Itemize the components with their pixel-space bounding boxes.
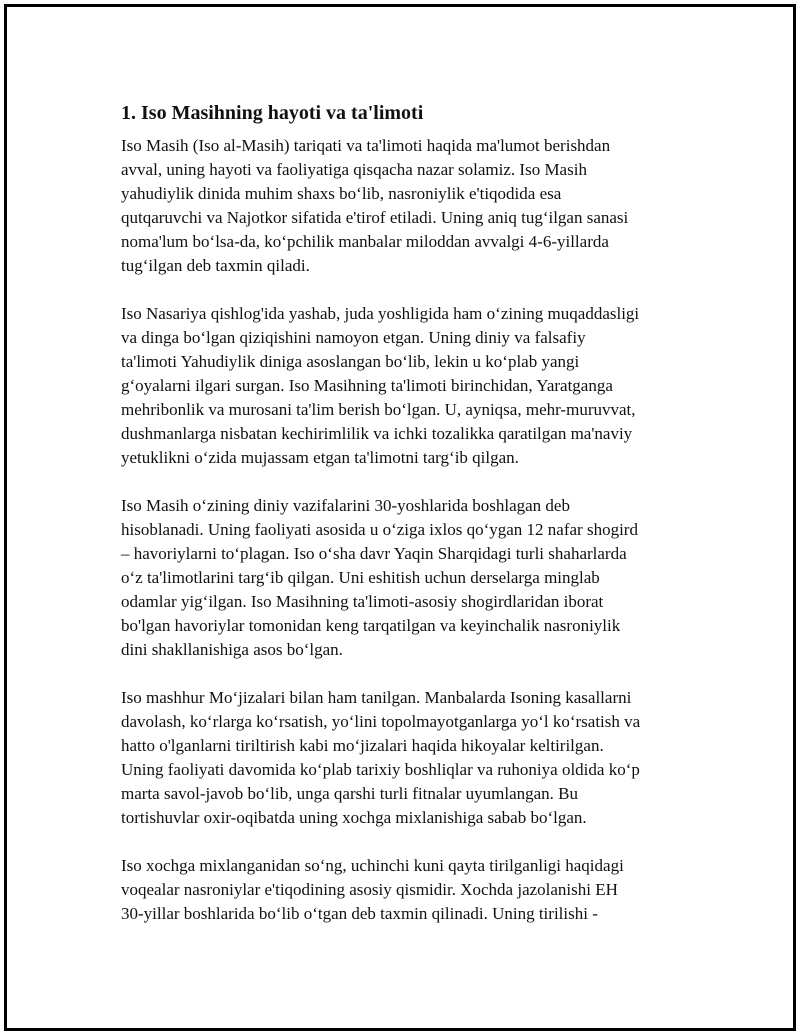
- text-line: noma'lum bo‘lsa-da, ko‘pchilik manbalar miloddan avvalgi 4-6-yillarda: [121, 232, 609, 251]
- text-line: Iso mashhur Mo‘jizalari bilan ham tanilgan. Manbalarda Isoning kasallarni: [121, 688, 632, 707]
- text-line: bo'lgan havoriylar tomonidan keng tarqatilgan va keyinchalik nasroniylik: [121, 616, 621, 635]
- text-line: yahudiylik dinida muhim shaxs bo‘lib, nasroniylik e'tiqodida esa: [121, 184, 562, 203]
- text-line: qutqaruvchi va Najotkor sifatida e'tirof etiladi. Uning aniq tug‘ilgan sanasi: [121, 208, 629, 227]
- text-line: odamlar yig‘ilgan. Iso Masihning ta'limoti-asosiy shogirdlaridan iborat: [121, 592, 604, 611]
- text-line: Iso Masih (Iso al-Masih) tariqati va ta'limoti haqida ma'lumot berishdan: [121, 136, 611, 155]
- text-line: Iso Masih o‘zining diniy vazifalarini 30-yoshlarida boshlagan deb: [121, 496, 570, 515]
- text-line: dushmanlarga nisbatan kechirimlilik va ichki tozalikka qaratilgan ma'naviy: [121, 424, 633, 443]
- page-frame: [4, 4, 796, 1031]
- paragraph-2: [121, 302, 691, 470]
- text-line: o‘z ta'limotlarini targ‘ib qilgan. Uni eshitish uchun derselarga minglab: [121, 568, 600, 587]
- text-line: ta'limoti Yahudiylik diniga asoslangan bo‘lib, lekin u ko‘plab yangi: [121, 352, 580, 371]
- text-line: – havoriylarni to‘plagan. Iso o‘sha davr Yaqin Sharqidagi turli shaharlarda: [121, 544, 627, 563]
- text-line: Iso Nasariya qishlog'ida yashab, juda yoshligida ham o‘zining muqaddasligi: [121, 304, 640, 323]
- paragraph-5: [121, 854, 691, 926]
- text-line: Iso xochga mixlanganidan so‘ng, uchinchi kuni qayta tirilganligi haqidagi: [121, 856, 624, 875]
- text-line: hisoblanadi. Uning faoliyati asosida u o‘ziga ixlos qo‘ygan 12 nafar shogird: [121, 520, 638, 539]
- text-line: dini shakllanishiga asos bo‘lgan.: [121, 640, 343, 659]
- text-line: voqealar nasroniylar e'tiqodining asosiy qismidir. Xochda jazolanishi EH: [121, 880, 618, 899]
- text-line: tortishuvlar oxir-oqibatda uning xochga mixlanishiga sabab bo‘lgan.: [121, 808, 587, 827]
- text-line: avval, uning hayoti va faoliyatiga qisqacha nazar solamiz. Iso Masih: [121, 160, 587, 179]
- text-line: Uning faoliyati davomida ko‘plab tarixiy boshliqlar va ruhoniya oldida ko‘p: [121, 760, 640, 779]
- document-body: [121, 101, 691, 950]
- text-line: tug‘ilgan deb taxmin qiladi.: [121, 256, 310, 275]
- paragraph-3: [121, 494, 691, 662]
- section-heading: 1. Iso Masihning hayoti va ta'limoti: [121, 102, 424, 124]
- text-line: va dinga bo‘lgan qiziqishini namoyon etgan. Uning diniy va falsafiy: [121, 328, 586, 347]
- text-line: 30-yillar boshlarida bo‘lib o‘tgan deb taxmin qilinadi. Uning tirilishi -: [121, 904, 598, 923]
- text-line: hatto o'lganlarni tiriltirish kabi mo‘jizalari haqida hikoyalar keltirilgan.: [121, 736, 604, 755]
- text-line: g‘oyalarni ilgari surgan. Iso Masihning ta'limoti birinchidan, Yaratganga: [121, 376, 613, 395]
- paragraph-1: [121, 134, 691, 278]
- text-line: marta savol-javob bo‘lib, unga qarshi turli fitnalar uyumlangan. Bu: [121, 784, 578, 803]
- paragraph-4: [121, 686, 691, 830]
- text-line: yetuklikni o‘zida mujassam etgan ta'limotni targ‘ib qilgan.: [121, 448, 519, 467]
- text-line: davolash, ko‘rlarga ko‘rsatish, yo‘lini topolmayotganlarga yo‘l ko‘rsatish va: [121, 712, 641, 731]
- text-line: mehribonlik va murosani ta'lim berish bo‘lgan. U, ayniqsa, mehr-muruvvat,: [121, 400, 636, 419]
